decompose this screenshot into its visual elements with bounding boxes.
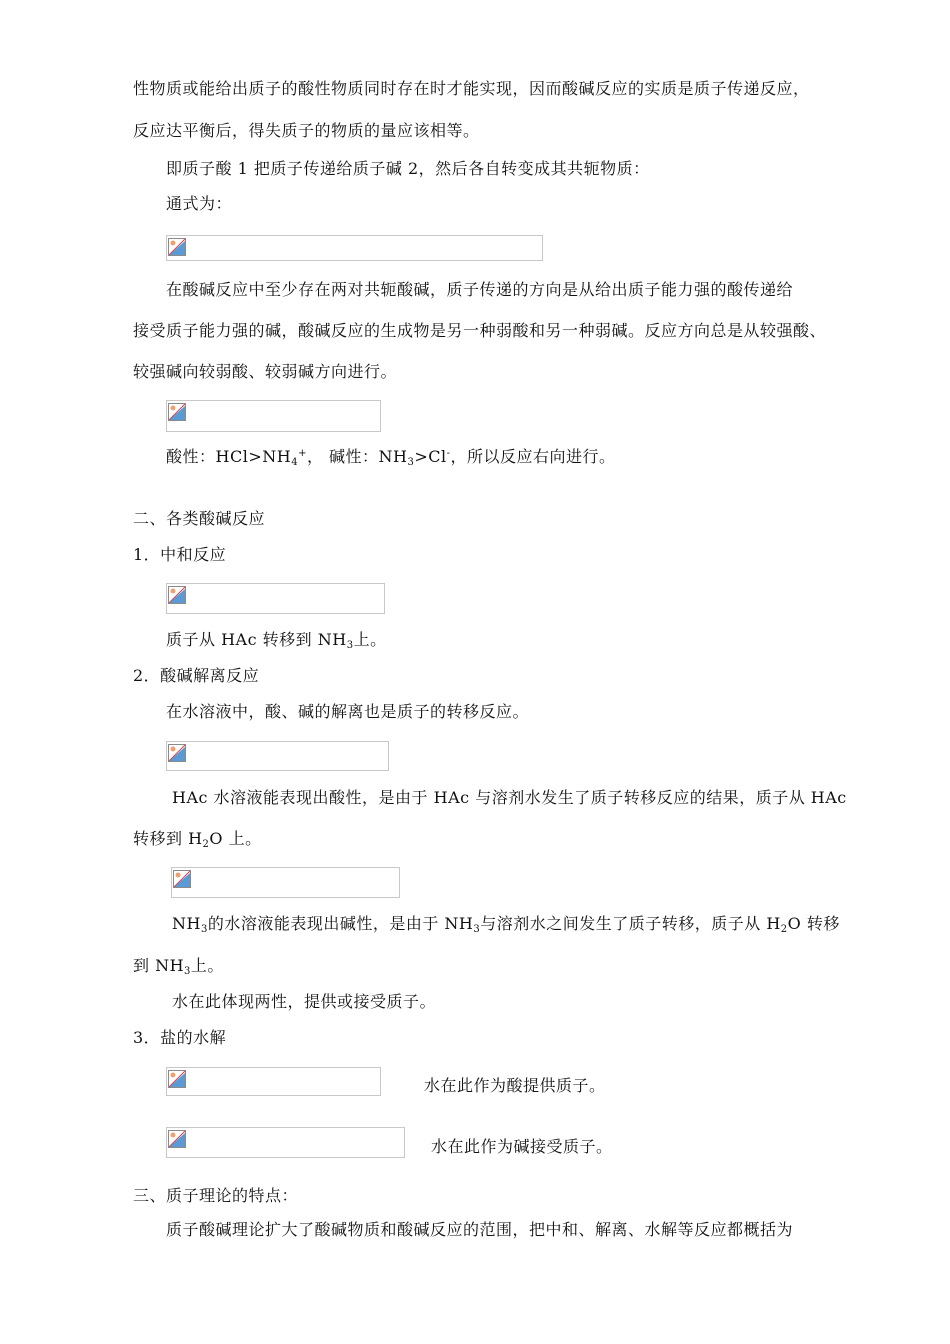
broken-image-general-formula xyxy=(166,235,543,261)
broken-image-icon xyxy=(173,870,191,888)
text-line: 接受质子能力强的碱，酸碱反应的生成物是另一种弱酸和另一种弱碱。反应方向总是从较强酸、 xyxy=(133,321,827,340)
text-line: HAc 水溶液能表现出酸性，是由于 HAc 与溶剂水发生了质子转移反应的结果，质子从 HAc xyxy=(172,788,847,807)
section-heading: 三、质子理论的特点： xyxy=(133,1186,299,1205)
broken-image-icon xyxy=(168,238,186,256)
broken-image-nh3-ionization xyxy=(171,867,400,898)
section-heading: 二、各类酸碱反应 xyxy=(133,509,266,528)
broken-image-icon xyxy=(168,1070,186,1088)
subsection-heading: 3．盐的水解 xyxy=(133,1028,227,1047)
text-line: 较强碱向较弱酸、较弱碱方向进行。 xyxy=(133,362,398,381)
broken-image-icon xyxy=(168,1130,186,1148)
text-line: 在水溶液中，酸、碱的解离也是质子的转移反应。 xyxy=(166,702,530,721)
broken-image-icon xyxy=(168,744,186,762)
text-line: 水在此体现两性，提供或接受质子。 xyxy=(172,992,437,1011)
subsection-heading: 2．酸碱解离反应 xyxy=(133,666,260,685)
text-line: 即质子酸 1 把质子传递给质子碱 2，然后各自转变成其共轭物质： xyxy=(166,159,650,178)
text-line: 转移到 $H_2O$ 上。 xyxy=(133,829,262,850)
text-line: 水在此作为酸提供质子。 xyxy=(424,1076,606,1095)
subsection-heading: 1．中和反应 xyxy=(133,545,227,564)
text-line: 在酸碱反应中至少存在两对共轭酸碱，质子传递的方向是从给出质子能力强的酸传递给 xyxy=(166,280,794,299)
broken-image-hydrolysis-acid xyxy=(166,1067,381,1096)
broken-image-neutralization xyxy=(166,583,385,614)
broken-image-icon xyxy=(168,403,186,421)
text-line: 水在此作为碱接受质子。 xyxy=(431,1137,613,1156)
text-line: 质子酸碱理论扩大了酸碱物质和酸碱反应的范围，把中和、解离、水解等反应都概括为 xyxy=(166,1220,794,1239)
broken-image-hydrolysis-base xyxy=(166,1127,405,1158)
text-line: 到 $NH_3$上。 xyxy=(133,956,224,977)
broken-image-hac-ionization xyxy=(166,741,389,771)
broken-image-reaction-example xyxy=(166,400,381,432)
acidity-comparison: 酸性：$HCl>NH_4^+$， 碱性：$NH_3>Cl^-$，所以反应右向进行。 xyxy=(166,447,616,468)
text-line: 质子从 HAc 转移到 $NH_3$上。 xyxy=(166,630,387,651)
text-line: 通式为： xyxy=(166,194,233,213)
broken-image-icon xyxy=(168,586,186,604)
text-line: $NH_3$的水溶液能表现出碱性，是由于 $NH_3$与溶剂水之间发生了质子转移，质子从 $H_2O$ 转移 xyxy=(172,914,840,935)
text-line: 反应达平衡后，得失质子的物质的量应该相等。 xyxy=(133,121,480,140)
text-line: 性物质或能给出质子的酸性物质同时存在时才能实现，因而酸碱反应的实质是质子传递反应， xyxy=(133,79,810,98)
